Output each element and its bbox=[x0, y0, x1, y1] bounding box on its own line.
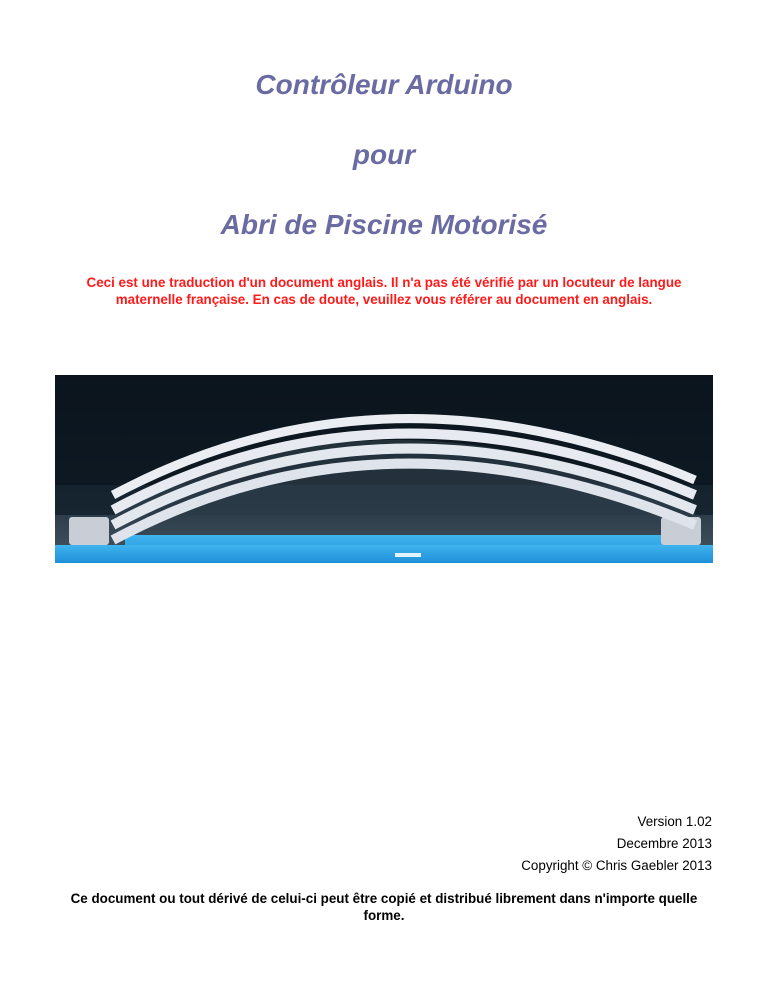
version-number: Version 1.02 bbox=[637, 814, 712, 829]
document-title-line-3: Abri de Piscine Motorisé bbox=[220, 209, 548, 240]
copyright-notice: Copyright © Chris Gaebler 2013 bbox=[521, 858, 712, 873]
pool-enclosure-photo bbox=[55, 375, 713, 563]
document-title-line-2: pour bbox=[352, 139, 416, 170]
license-note: Ce document ou tout dérivé de celui-ci peut être copié et distribué librement dans n'importe quelle forme. bbox=[70, 891, 698, 923]
version-date: Decembre 2013 bbox=[616, 836, 712, 851]
version-info bbox=[521, 811, 712, 877]
document-title-line-1: Contrôleur Arduino bbox=[255, 69, 513, 100]
translation-warning: Ceci est une traduction d'un document anglais. Il n'a pas été vérifié par un locuteur de langue maternelle française. En cas de doute, veuillez vous référer au document en anglais. bbox=[86, 275, 682, 307]
